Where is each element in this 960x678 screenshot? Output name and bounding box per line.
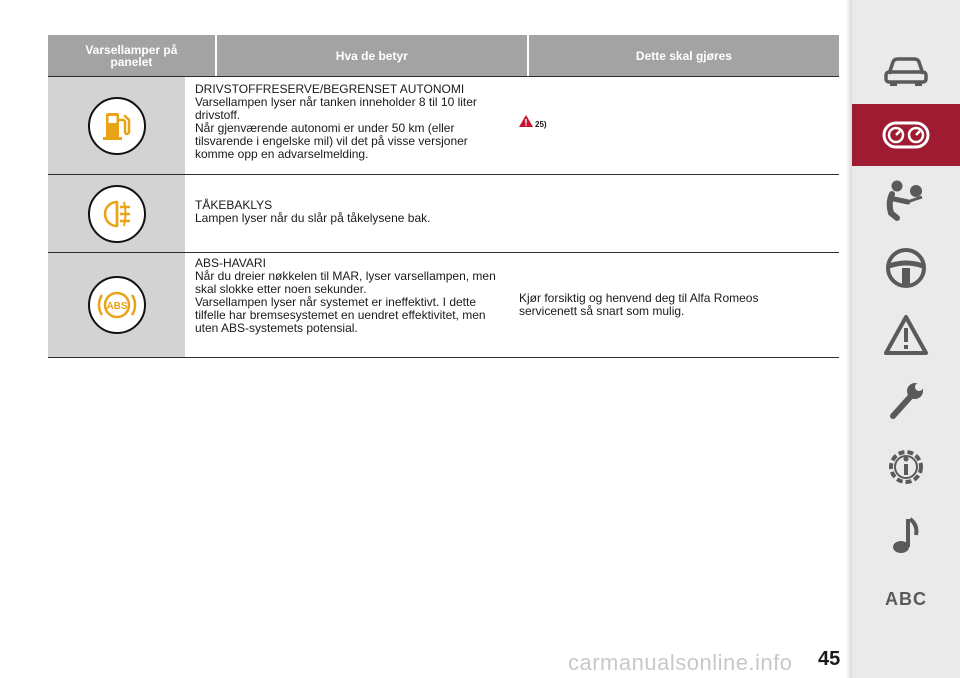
warning-lights-table xyxy=(48,35,839,358)
rear-fog-light-icon xyxy=(88,185,146,243)
row-text-line: komme opp en advarselmelding. xyxy=(195,147,369,161)
row-title: TÅKEBAKLYS xyxy=(195,198,273,212)
icon-cell xyxy=(48,175,185,252)
table-row xyxy=(48,76,839,174)
sidebar-item-warnings[interactable] xyxy=(852,304,960,366)
action-cell xyxy=(512,175,839,252)
icon-cell xyxy=(48,253,185,357)
sidebar-item-dashboard[interactable] xyxy=(852,104,960,166)
icon-cell xyxy=(48,77,185,174)
row-title: DRIVSTOFFRESERVE/BEGRENSET AUTONOMI xyxy=(195,82,465,96)
header-meaning: Hva de betyr xyxy=(217,35,527,76)
action-text-line: Kjør forsiktig og henvend deg til Alfa Romeos xyxy=(519,291,759,305)
row-text-line: tilfelle har bremsesystemet en uendret effektivitet, men xyxy=(195,308,486,322)
sidebar-item-car[interactable] xyxy=(852,40,960,102)
row-text-line: Varsellampen lyser når tanken inneholder 8 til 10 liter xyxy=(195,95,477,109)
warning-triangle-icon xyxy=(519,115,533,127)
row-text-line: Når du dreier nøkkelen til MAR, lyser varsellampen, men xyxy=(195,269,496,283)
index-label: ABC xyxy=(885,588,927,609)
abs-icon xyxy=(88,276,146,334)
row-text-line: Lampen lyser når du slår på tåkelysene bak. xyxy=(195,211,431,225)
meaning-cell xyxy=(185,253,512,357)
car-icon xyxy=(883,54,929,88)
header-action: Dette skal gjøres xyxy=(529,35,839,76)
sidebar-item-technical[interactable] xyxy=(852,436,960,498)
airbag-seat-icon xyxy=(884,177,928,221)
dashboard-icon xyxy=(882,121,930,149)
row-title: ABS-HAVARI xyxy=(195,256,266,270)
meaning-cell xyxy=(185,175,512,252)
row-text-line: skal slokke etter noen sekunder. xyxy=(195,282,367,296)
row-text-line: Varsellampen lyser når systemet er ineffektivt. I dette xyxy=(195,295,477,309)
table-header xyxy=(48,35,839,76)
meaning-cell xyxy=(185,77,512,174)
music-note-icon xyxy=(886,513,926,557)
row-text-line: tilsvarende i engelske mil) vil det på visse versjoner xyxy=(195,134,468,148)
warning-triangle-icon xyxy=(883,314,929,356)
watermark: carmanualsonline.info xyxy=(568,650,793,675)
sidebar-item-driving[interactable] xyxy=(852,237,960,299)
row-text-line: drivstoff. xyxy=(195,108,241,122)
sidebar-item-multimedia[interactable] xyxy=(852,504,960,566)
action-text-line: servicenett så snart som mulig. xyxy=(519,304,685,318)
sidebar-item-maintenance[interactable] xyxy=(852,370,960,432)
chapter-sidebar xyxy=(852,0,960,678)
warning-reference[interactable] xyxy=(519,115,547,131)
action-cell xyxy=(512,77,839,174)
row-text-line: uten ABS-systemets potensial. xyxy=(195,321,358,335)
table-row xyxy=(48,252,839,358)
info-gear-icon xyxy=(884,445,928,489)
steering-wheel-icon xyxy=(884,246,928,290)
row-text-line: Når gjenværende autonomi er under 50 km (eller xyxy=(195,121,455,135)
page-number: 45 xyxy=(818,648,841,670)
fuel-pump-icon xyxy=(88,97,146,155)
sidebar-item-safety[interactable] xyxy=(852,168,960,230)
wrench-icon xyxy=(884,379,928,423)
header-lights: Varsellamper på panelet xyxy=(48,35,215,76)
action-cell xyxy=(512,253,839,357)
svg-text:ABS: ABS xyxy=(105,301,128,312)
table-row xyxy=(48,174,839,252)
warning-ref-number: 25) xyxy=(535,119,547,129)
sidebar-item-index[interactable] xyxy=(852,568,960,630)
